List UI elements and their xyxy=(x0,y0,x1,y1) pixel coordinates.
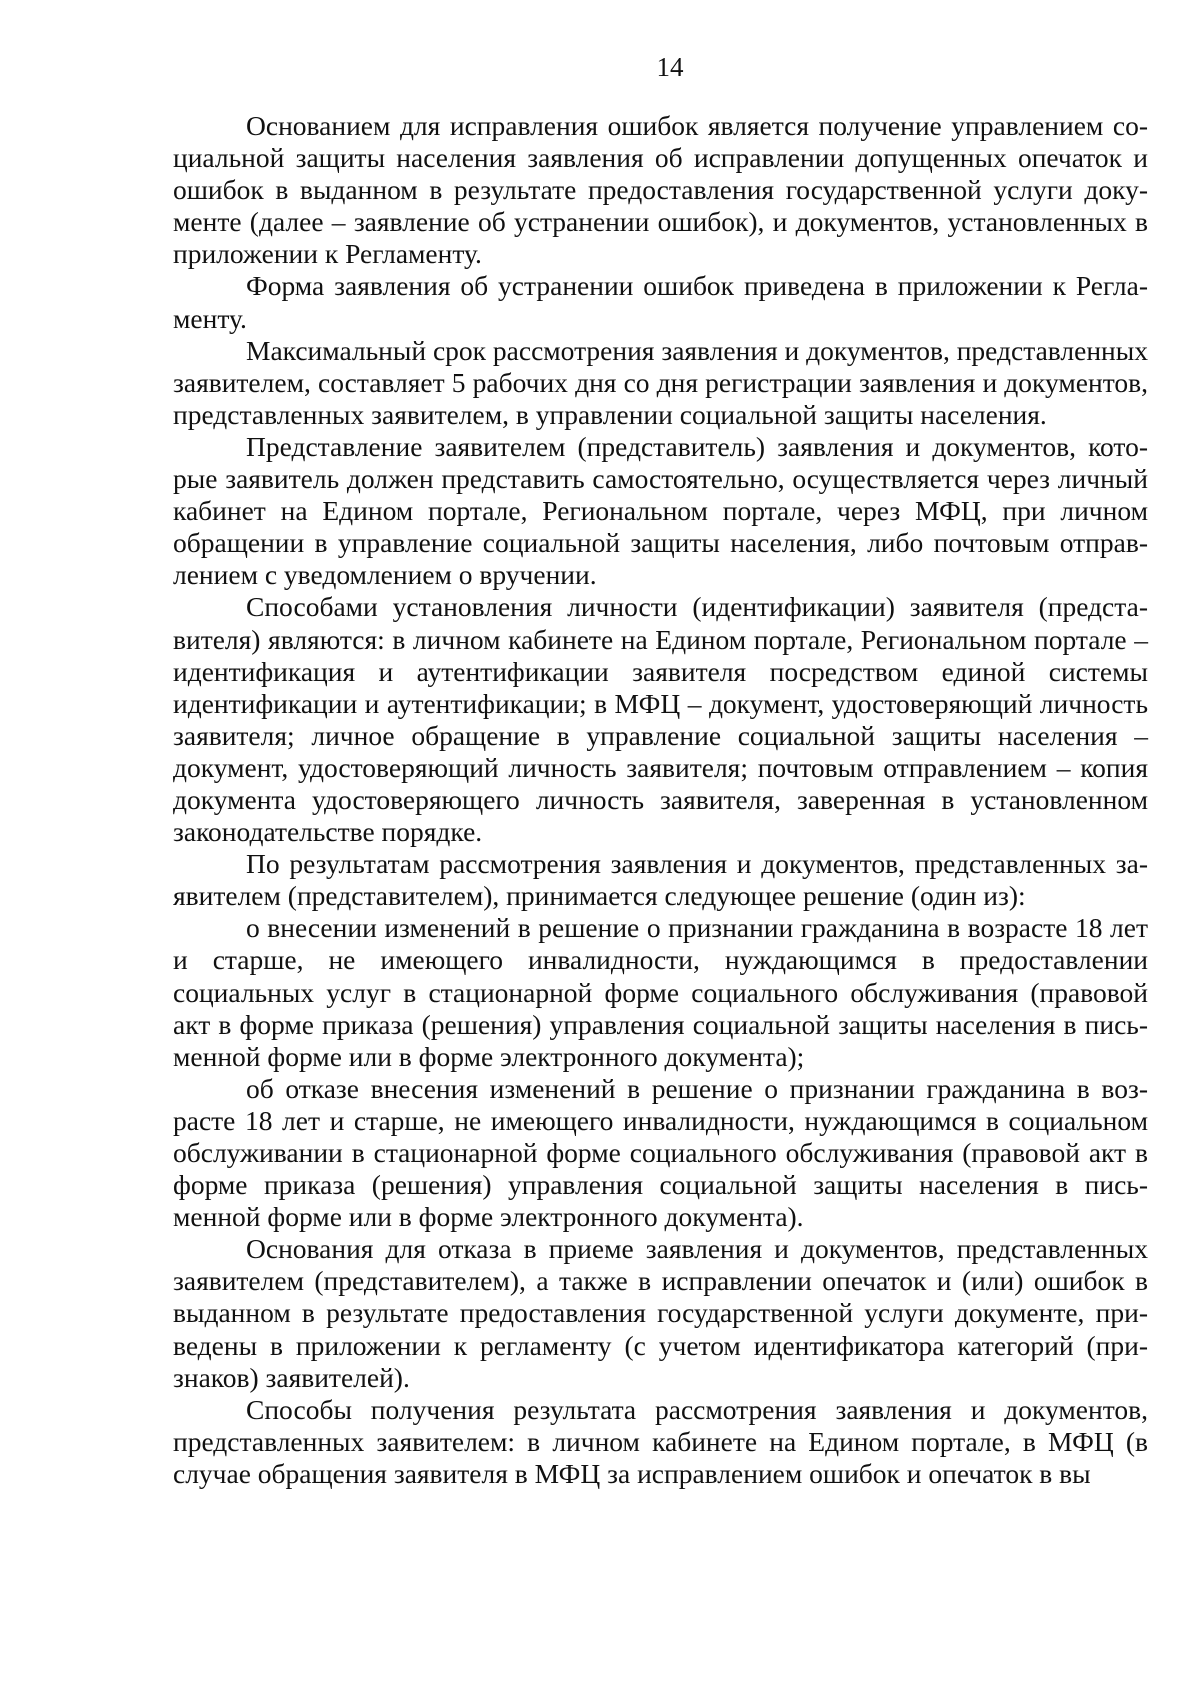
paragraph-4: Представление заявителем (представитель) заявления и документов, которые заявитель должен представить самостоятельно, осуществляется через личный кабинет на Едином портале, Региональном портале, через МФЦ, при личном обращении в управление социальной защиты населения, либо почтовым отправлением с уведомлением о вручении. xyxy=(173,430,1148,591)
paragraph-6: По результатам рассмотрения заявления и документов, представленных заявителем (представителем), принимается следующее решение (один из): xyxy=(173,848,1148,912)
paragraph-8: об отказе внесения изменений в решение о признании гражданина в возрасте 18 лет и старше, не имеющего инвалидности, нуждающимся в социальном обслуживании в стационарной форме социального обслуживания (правовой акт в форме приказа (решения) управления социальной защиты населения в письменной форме или в форме электронного документа). xyxy=(173,1072,1148,1233)
paragraph-2: Форма заявления об устранении ошибок приведена в приложении к Регламенту. xyxy=(173,270,1148,334)
paragraph-1: Основанием для исправления ошибок является получение управлением социальной защиты населения заявления об исправлении допущенных опечаток и ошибок в выданном в результате предоставления государственной услуги документе (далее – заявление об устранении ошибок), и документов, установленных в приложении к Регламенту. xyxy=(173,110,1148,270)
paragraph-10: Способы получения результата рассмотрения заявления и документов, представленных заявителем: в личном кабинете на Едином портале, в МФЦ (в случае обращения заявителя в МФЦ за исправлением ошибок и опечаток в вы xyxy=(173,1393,1148,1489)
page-number: 14 xyxy=(656,52,684,82)
paragraph-3: Максимальный срок рассмотрения заявления и документов, представленных заявителем, составляет 5 рабочих дня со дня регистрации заявления и документов, представленных заявителем, в управлении социальной защиты населения. xyxy=(173,334,1148,430)
paragraph-7: о внесении изменений в решение о признании гражданина в возрасте 18 лет и старше, не имеющего инвалидности, нуждающимся в предоставлении социальных услуг в стационарной форме социального обслуживания (правовой акт в форме приказа (решения) управления социальной защиты населения в письменной форме или в форме электронного документа); xyxy=(173,912,1148,1072)
paragraph-9: Основания для отказа в приеме заявления и документов, представленных заявителем (представителем), а также в исправлении опечаток и (или) ошибок в выданном в результате предоставления государственной услуги документе, приведены в приложении к регламенту (с учетом идентификатора категорий (признаков) заявителей). xyxy=(173,1233,1148,1393)
document-body xyxy=(173,110,1148,1490)
paragraph-5: Способами установления личности (идентификации) заявителя (представителя) являются: в личном кабинете на Едином портале, Региональном портале – идентификация и аутентификации заявителя посредством единой системы идентификации и аутентификации; в МФЦ – документ, удостоверяющий личность заявителя; личное обращение в управление социальной защиты населения – документ, удостоверяющий личность заявителя; почтовым отправлением – копия документа удостоверяющего личность заявителя, заверенная в установленном законодательстве порядке. xyxy=(173,591,1148,848)
